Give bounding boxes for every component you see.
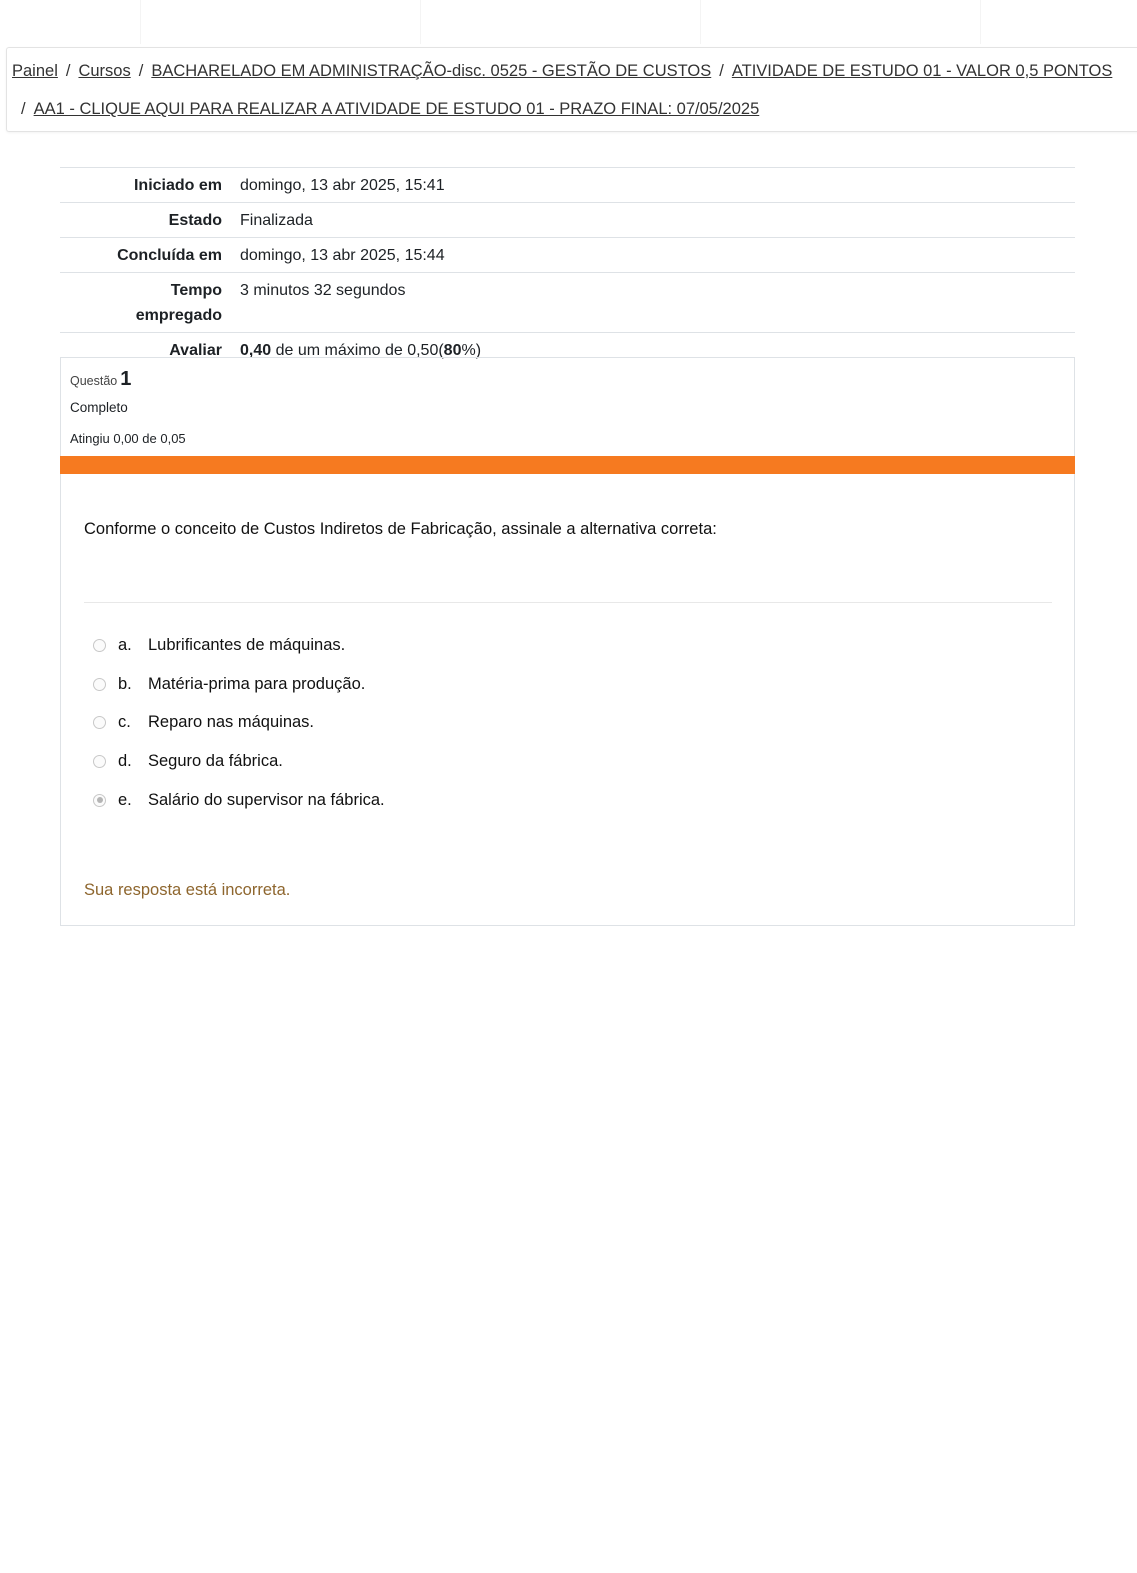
question-text: Conforme o conceito de Custos Indiretos de Fabricação, assinale a alternativa correta: — [84, 520, 717, 538]
started-label: Iniciado em — [133, 177, 222, 194]
radio-button[interactable] — [93, 678, 106, 691]
summary-row-started — [60, 168, 1075, 203]
completed-label: Concluída em — [117, 247, 222, 264]
question-number-label: Questão — [70, 374, 118, 388]
radio-button[interactable] — [93, 639, 106, 652]
radio-button[interactable] — [93, 755, 106, 768]
breadcrumb-separator: / — [138, 62, 144, 80]
breadcrumb-separator: / — [65, 62, 71, 80]
completed-value: domingo, 13 abr 2025, 15:44 — [240, 247, 445, 264]
question-status-bar — [60, 456, 1075, 474]
grade-end: %) — [461, 342, 482, 359]
answer-letter: d. — [118, 752, 132, 771]
radio-button[interactable] — [93, 716, 106, 729]
answer-feedback: Sua resposta está incorreta. — [84, 881, 291, 899]
top-strip — [0, 0, 1137, 44]
answer-letter: c. — [118, 713, 131, 732]
answer-letter: e. — [118, 790, 132, 809]
divider — [84, 602, 1052, 603]
grade-middle: de um máximo de 0,50( — [271, 342, 444, 359]
question-card — [60, 357, 1075, 926]
answer-letter: a. — [118, 636, 132, 654]
breadcrumb-separator: / — [719, 62, 724, 80]
grade-label: Avaliar — [169, 342, 222, 359]
time-label-line-1: Tempo — [170, 282, 222, 299]
breadcrumb-line-2 — [21, 100, 759, 119]
question-number — [70, 368, 131, 391]
started-value: domingo, 13 abr 2025, 15:41 — [240, 177, 445, 194]
time-label-line-2: empregado — [135, 307, 222, 324]
breadcrumb-line-1 — [12, 62, 1112, 81]
summary-row-completed — [60, 238, 1075, 273]
question-number-value: 1 — [120, 368, 132, 390]
breadcrumb-link-section[interactable]: ATIVIDADE DE ESTUDO 01 - VALOR 0,5 PONTOS — [731, 62, 1113, 80]
answer-text: Salário do supervisor na fábrica. — [148, 790, 385, 809]
summary-row-time — [60, 273, 1075, 333]
grade-percent: 80 — [443, 342, 462, 359]
summary-row-state — [60, 203, 1075, 238]
state-label: Estado — [168, 212, 222, 229]
question-mark: Atingiu 0,00 de 0,05 — [70, 431, 186, 446]
attempt-summary-table — [60, 167, 1075, 367]
breadcrumb-link-course[interactable]: BACHARELADO EM ADMINISTRAÇÃO-disc. 0525 - GESTÃO DE CUSTOS — [151, 62, 712, 80]
breadcrumb-separator: / — [21, 100, 26, 118]
answer-text: Lubrificantes de máquinas. — [148, 636, 346, 654]
time-value: 3 minutos 32 segundos — [240, 282, 406, 299]
answer-text: Reparo nas máquinas. — [148, 713, 315, 732]
answer-letter: b. — [118, 674, 132, 693]
state-value: Finalizada — [240, 212, 313, 229]
breadcrumb-link-cursos[interactable]: Cursos — [78, 62, 131, 80]
question-state: Completo — [70, 400, 128, 415]
answer-text: Seguro da fábrica. — [148, 752, 283, 771]
breadcrumb-link-activity[interactable]: AA1 - CLIQUE AQUI PARA REALIZAR A ATIVIDADE DE ESTUDO 01 - PRAZO FINAL: 07/05/2025 — [33, 100, 760, 118]
time-label — [60, 273, 240, 333]
breadcrumb — [6, 47, 1137, 132]
grade-score: 0,40 — [240, 342, 272, 359]
breadcrumb-link-painel[interactable]: Painel — [12, 62, 58, 80]
answer-text: Matéria-prima para produção. — [148, 674, 366, 693]
radio-button-selected[interactable] — [93, 794, 106, 807]
